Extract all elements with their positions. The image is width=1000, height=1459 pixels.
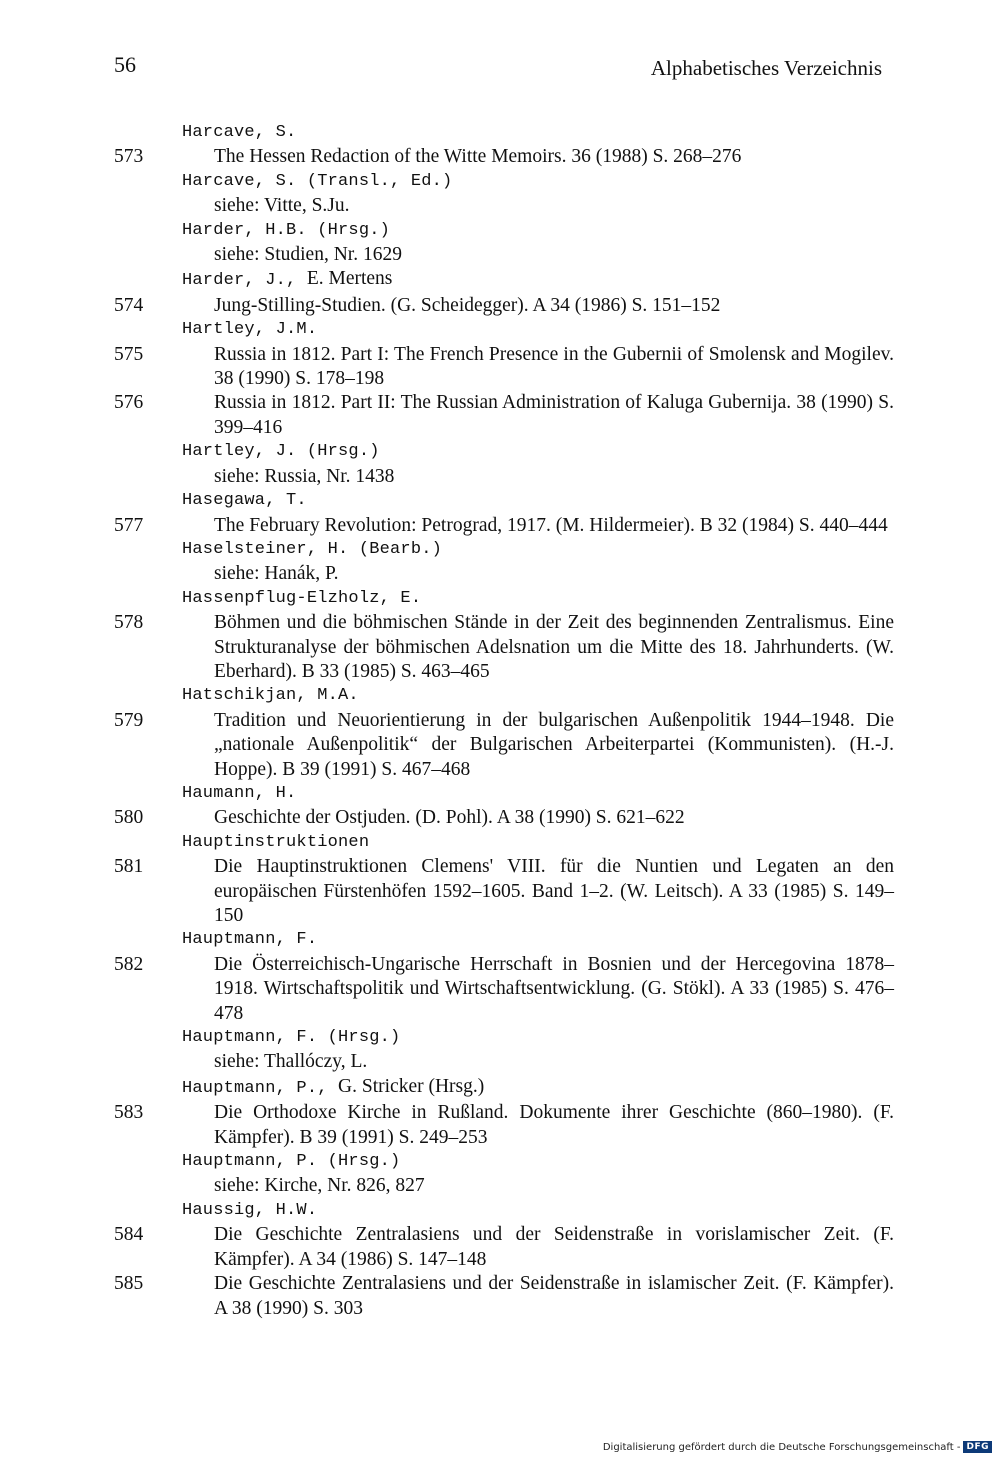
entry-number: 579 <box>114 709 144 731</box>
author-name: Hauptinstruktionen <box>182 832 370 852</box>
entry-number: 575 <box>114 343 144 365</box>
entry-number: 574 <box>114 294 144 316</box>
index-entry <box>114 953 894 1026</box>
entry-title: Geschichte der Ostjuden. (D. Pohl). A 38 (1990) S. 621–622 <box>214 807 685 829</box>
entry-number: 583 <box>114 1102 144 1124</box>
author-name: Hassenpflug-Elzholz, E. <box>182 588 422 608</box>
author-heading <box>114 1199 894 1223</box>
author-name: Hartley, J.M. <box>182 320 318 340</box>
entry-number: 576 <box>114 392 144 414</box>
author-name: Harder, J., <box>182 271 307 291</box>
entry-title: Die Geschichte Zentralasiens und der Seidenstraße in islamischer Zeit. (F. Kämpfer). A 38 (1990) S. 303 <box>214 1273 894 1319</box>
author-heading <box>114 782 894 806</box>
entry-number: 585 <box>114 1273 144 1295</box>
coauthor-name: E. Mertens <box>306 268 393 290</box>
author-name: Harder, H.B. (Hrsg.) <box>182 220 391 240</box>
entry-title: Böhmen und die böhmischen Stände in der Zeit des beginnenden Zentralismus. Eine Strukturanalyse der böhmischen Adelsnation um die Mitte des 18. Jahrhunderts. (W. Eberhard). B 33 (1985) S. 463–465 <box>214 612 894 682</box>
author-name: Hartley, J. (Hrsg.) <box>182 442 380 462</box>
author-name: Hatschikjan, M.A. <box>182 686 359 706</box>
digitization-credit <box>603 1441 992 1453</box>
author-name: Haussig, H.W. <box>182 1200 318 1220</box>
entry-number: 584 <box>114 1224 144 1246</box>
entry-title: Die Geschichte Zentralasiens und der Seidenstraße in vorislamischer Zeit. (F. Kämpfer). A 34 (1986) S. 147–148 <box>214 1224 894 1270</box>
index-entry <box>114 806 894 830</box>
author-heading <box>114 1150 894 1174</box>
author-name: Hauptmann, F. <box>182 930 318 950</box>
entry-number: 573 <box>114 146 144 168</box>
cross-reference: siehe: Vitte, S.Ju. <box>214 195 350 217</box>
cross-reference: siehe: Thallóczy, L. <box>214 1051 368 1073</box>
entry-title: The Hessen Redaction of the Witte Memoirs. 36 (1988) S. 268–276 <box>214 146 742 168</box>
author-name: Hauptmann, P., <box>182 1078 339 1098</box>
running-head: Alphabetisches Verzeichnis <box>650 56 882 80</box>
author-heading <box>114 831 894 855</box>
author-heading <box>114 587 894 611</box>
index-entries <box>114 121 894 1321</box>
author-heading <box>114 538 894 562</box>
index-entry <box>114 343 894 392</box>
author-heading <box>114 267 894 293</box>
index-entry <box>114 1223 894 1272</box>
entry-title: Die Orthodoxe Kirche in Rußland. Dokumente ihrer Geschichte (860–1980). (F. Kämpfer). B 39 (1991) S. 249–253 <box>214 1102 894 1148</box>
cross-reference: siehe: Hanák, P. <box>214 563 339 585</box>
author-name: Harcave, S. <box>182 123 297 142</box>
index-entry <box>114 855 894 928</box>
author-heading <box>114 684 894 708</box>
entry-number: 578 <box>114 612 144 634</box>
entry-title: Die Hauptinstruktionen Clemens' VIII. für die Nuntien und Legaten an den europäischen Fürstenhöfen 1592–1605. Band 1–2. (W. Leitsch). A 33 (1985) S. 149–150 <box>214 856 894 926</box>
index-entry <box>114 709 894 782</box>
author-heading <box>114 121 894 145</box>
entry-title: Tradition und Neuorientierung in der bulgarischen Außenpolitik 1944–1948. Die „nationale Außenpolitik“ der Bulgarischen Arbeiterpartei (Kommunisten). (H.-J. Hoppe). B 39 (1991) S. 467–468 <box>214 709 894 780</box>
author-heading <box>114 928 894 952</box>
author-name: Hauptmann, F. (Hrsg.) <box>182 1028 401 1048</box>
page-number: 56 <box>114 52 136 77</box>
author-name: Hasegawa, T. <box>182 491 307 511</box>
author-heading <box>114 170 894 194</box>
entry-title: The February Revolution: Petrograd, 1917. (M. Hildermeier). B 32 (1984) S. 440–444 <box>214 514 888 536</box>
author-heading <box>114 1026 894 1050</box>
coauthor-name: G. Stricker (Hrsg.) <box>338 1075 485 1097</box>
entry-title: Die Österreichisch-Ungarische Herrschaft in Bosnien und der Hercegovina 1878–1918. Wirtschaftspolitik und Wirtschaftsentwicklung. (G. Stökl). A 33 (1985) S. 476–478 <box>214 953 894 1024</box>
index-entry <box>114 611 894 684</box>
entry-number: 581 <box>114 856 144 878</box>
entry-title: Jung-Stilling-Studien. (G. Scheidegger). A 34 (1986) S. 151–152 <box>214 294 721 316</box>
index-entry <box>114 1272 894 1321</box>
index-entry <box>114 294 894 318</box>
author-heading <box>114 219 894 243</box>
entry-number: 580 <box>114 807 144 829</box>
index-entry <box>114 1101 894 1150</box>
author-name: Hauptmann, P. (Hrsg.) <box>182 1152 401 1172</box>
cross-reference: siehe: Russia, Nr. 1438 <box>214 465 395 487</box>
index-entry <box>114 514 894 538</box>
entry-number: 582 <box>114 953 144 975</box>
author-name: Haumann, H. <box>182 783 297 803</box>
index-entry <box>114 391 894 440</box>
author-heading <box>114 1075 894 1101</box>
author-name: Harcave, S. (Transl., Ed.) <box>182 171 453 191</box>
dfg-logo: DFG <box>963 1441 992 1453</box>
footer-text: Digitalisierung gefördert durch die Deutsche Forschungsgemeinschaft - <box>602 1441 961 1453</box>
entry-title: Russia in 1812. Part II: The Russian Administration of Kaluga Gubernija. 38 (1990) S. 399–416 <box>214 392 894 438</box>
author-heading <box>114 318 894 342</box>
cross-reference: siehe: Kirche, Nr. 826, 827 <box>214 1175 425 1197</box>
entry-number: 577 <box>114 514 144 536</box>
author-heading <box>114 489 894 513</box>
author-name: Haselsteiner, H. (Bearb.) <box>182 539 443 559</box>
cross-reference: siehe: Studien, Nr. 1629 <box>214 244 402 266</box>
author-heading <box>114 440 894 464</box>
index-entry <box>114 145 894 169</box>
entry-title: Russia in 1812. Part I: The French Presence in the Gubernii of Smolensk and Mogilev. 38 (1990) S. 178–198 <box>214 343 894 390</box>
